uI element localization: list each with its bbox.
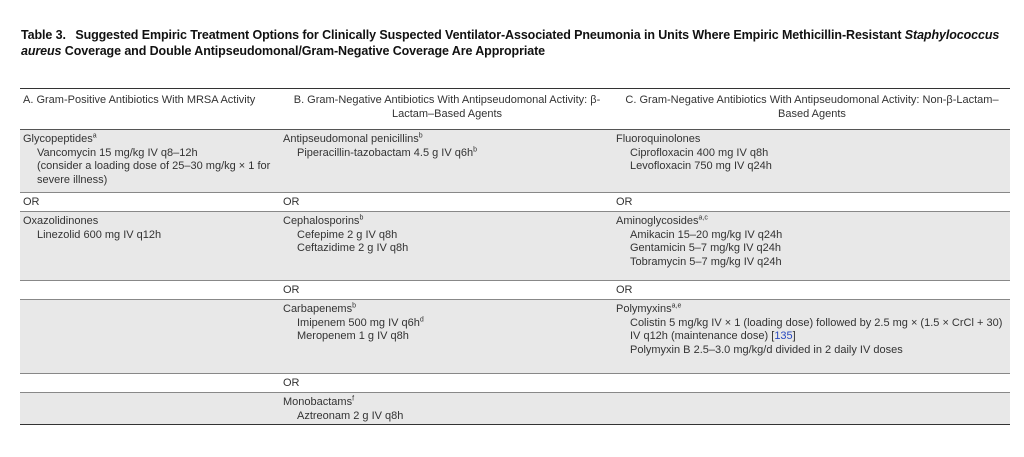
empty-cell	[20, 373, 280, 393]
header-col-a: A. Gram-Positive Antibiotics With MRSA Activity	[20, 88, 280, 130]
footnote-mark: b	[359, 214, 364, 222]
drug-line: Levofloxacin 750 mg IV q24h	[630, 160, 772, 172]
footnote-mark: b	[473, 145, 478, 153]
footnote-mark: d	[419, 315, 424, 323]
empty-cell	[613, 393, 1010, 425]
drug-line: Aztreonam 2 g IV q8h	[297, 409, 404, 422]
caption-lead: Table 3. Suggested Empiric Treatment Options for Clinically Suspected Ventilator-Associated Pneumonia in Units Where Empiric Methicillin-Resistant	[21, 28, 902, 42]
footnote-mark: a	[92, 132, 97, 140]
header-col-b: B. Gram-Negative Antibiotics With Antipseudomonal Activity: β-Lactam–Based Agents	[280, 88, 613, 130]
cell-cephalosporins	[280, 212, 613, 280]
drug-line: Polymyxin B 2.5–3.0 mg/kg/d divided in 2 daily IV doses	[630, 343, 903, 356]
or-divider: OR	[613, 192, 1010, 212]
empty-cell	[20, 300, 280, 373]
reference-link[interactable]: 135	[774, 330, 793, 342]
drug-note: (consider a loading dose of 25–30 mg/kg × 1 for severe illness)	[37, 160, 271, 186]
drug-line: Linezolid 600 mg IV q12h	[37, 228, 162, 241]
class-label: Antipseudomonal penicillins	[283, 133, 419, 145]
drug-line: Meropenem 1 g IV q8h	[297, 330, 409, 342]
cell-oxazolidinones	[20, 212, 280, 280]
empty-cell	[613, 373, 1010, 393]
drug-line: Amikacin 15–20 mg/kg IV q24h	[630, 228, 783, 241]
cell-antipseudomonal-penicillins	[280, 130, 613, 192]
class-label: Carbapenems	[283, 303, 353, 315]
caption-organism: Staphylococcus aureus	[21, 28, 1000, 58]
or-divider: OR	[280, 373, 613, 393]
footnote-mark: a,c	[698, 214, 708, 222]
or-divider: OR	[613, 280, 1010, 300]
drug-line: Colistin 5 mg/kg IV × 1 (loading dose) followed by 2.5 mg × (1.5 × CrCl + 30) IV q12h (maintenance dose) [	[630, 316, 1003, 342]
drug-line: Gentamicin 5–7 mg/kg IV q24h	[630, 242, 782, 254]
drug-line: Imipenem 500 mg IV q6h	[297, 316, 420, 329]
drug-line: Vancomycin 15 mg/kg IV q8–12h	[37, 146, 198, 159]
footnote-mark: a,e	[671, 302, 682, 310]
drug-line: Ceftazidime 2 g IV q8h	[297, 242, 409, 254]
cell-monobactams	[280, 393, 613, 425]
drug-line: Tobramycin 5–7 mg/kg IV q24h	[630, 255, 782, 268]
footnote-mark: b	[418, 132, 423, 140]
class-label: Aminoglycosides	[616, 215, 699, 227]
treatment-table	[20, 88, 1010, 425]
class-label: Fluoroquinolones	[616, 133, 701, 145]
empty-cell	[20, 280, 280, 300]
cell-aminoglycosides	[613, 212, 1010, 280]
header-col-c: C. Gram-Negative Antibiotics With Antipseudomonal Activity: Non-β-Lactam–Based Agents	[613, 88, 1010, 130]
table-caption	[21, 27, 1011, 59]
drug-line: Piperacillin-tazobactam 4.5 g IV q6h	[297, 146, 474, 159]
class-label: Polymyxins	[616, 303, 672, 315]
footnote-mark: f	[352, 395, 355, 403]
class-label: Oxazolidinones	[23, 215, 99, 227]
cell-glycopeptides	[20, 130, 280, 192]
cell-polymyxins	[613, 300, 1010, 373]
cell-fluoroquinolones	[613, 130, 1010, 192]
footnote-mark: b	[352, 302, 356, 310]
cell-carbapenems	[280, 300, 613, 373]
class-label: Cephalosporins	[283, 215, 360, 227]
bracket: ]	[792, 330, 796, 342]
or-divider: OR	[280, 280, 613, 300]
drug-line: Ciprofloxacin 400 mg IV q8h	[630, 146, 769, 159]
class-label: Glycopeptides	[23, 133, 93, 145]
caption-tail: Coverage and Double Antipseudomonal/Gram-Negative Coverage Are Appropriate	[61, 44, 545, 58]
or-divider: OR	[280, 192, 613, 212]
empty-cell	[20, 393, 280, 425]
drug-line: Cefepime 2 g IV q8h	[297, 228, 398, 241]
or-divider: OR	[20, 192, 280, 212]
class-label: Monobactams	[283, 396, 353, 408]
